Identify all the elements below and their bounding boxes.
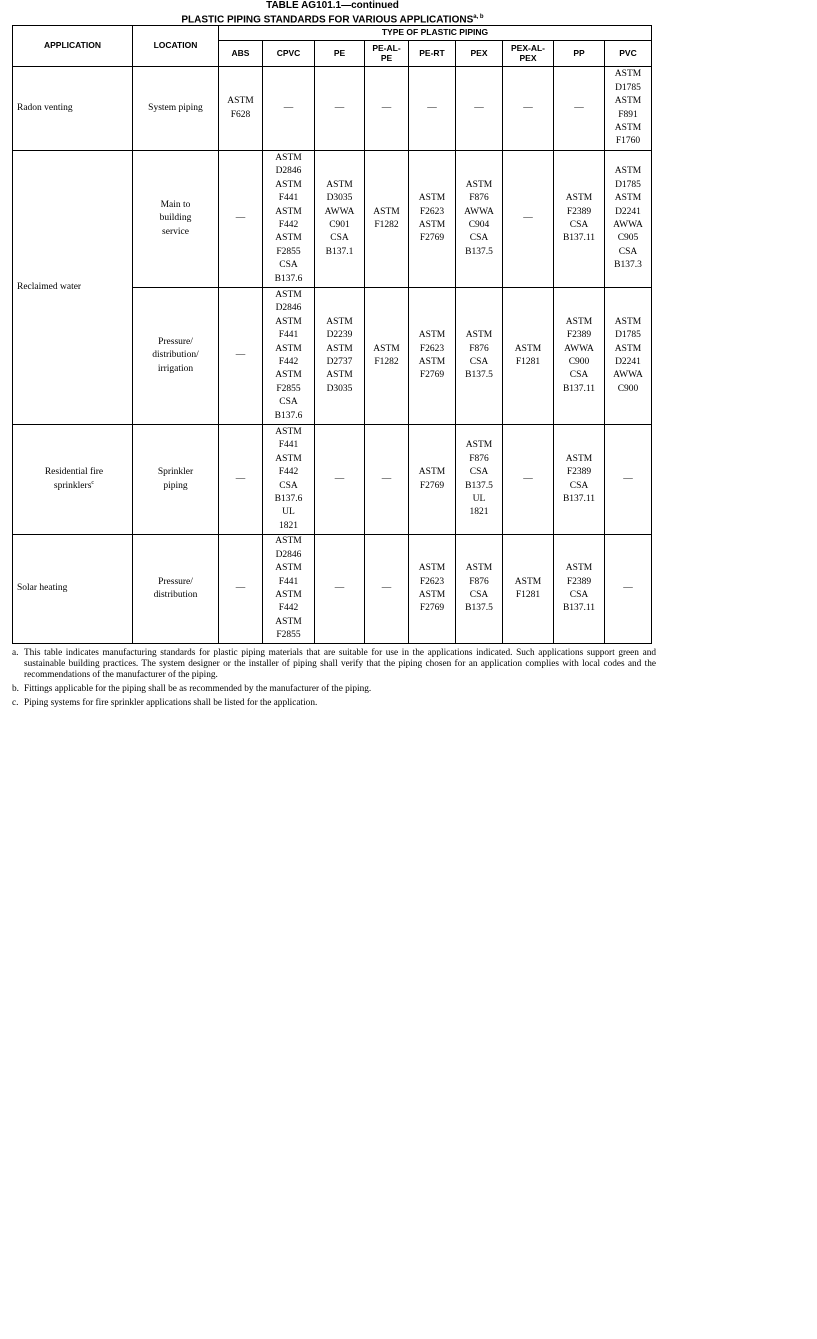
standard-text: F891 — [618, 109, 638, 120]
cell-location — [133, 535, 219, 644]
standard-text: D2846 — [275, 166, 302, 177]
text-line: PEX — [519, 52, 537, 63]
standard-text: ASTM — [614, 343, 642, 354]
standard-text: ASTM — [275, 370, 302, 381]
text-line: Pressure/ — [158, 336, 193, 347]
table-title-line1: TABLE AG101.1—continued — [266, 0, 399, 11]
cell-application — [13, 67, 133, 151]
standard-text: AWWA — [613, 220, 643, 230]
cell-pe-rt — [409, 151, 456, 288]
standard-text: D2239 — [326, 330, 353, 341]
cell-pe — [315, 288, 365, 425]
footnote-label: a. — [12, 648, 19, 658]
application-label: sprinklers$^c$ — [53, 479, 95, 491]
not-applicable-dash: — — [523, 102, 533, 113]
standard-text: D2737 — [326, 357, 353, 367]
cell-abs — [219, 535, 263, 644]
standard-text: CSA — [469, 233, 489, 244]
not-applicable-dash: — — [623, 473, 633, 484]
standard-text: F2769 — [419, 480, 445, 491]
header-col-pvc — [605, 41, 652, 67]
standard-text: F442 — [278, 467, 299, 478]
standard-text: F1281 — [515, 357, 541, 367]
standard-text: ASTM — [326, 179, 353, 190]
text-line: PEX-AL- — [511, 43, 545, 53]
standard-text: CSA — [469, 467, 489, 478]
standard-text: UL — [472, 493, 486, 504]
cell-application — [13, 535, 133, 644]
footnote-text: Piping systems for fire sprinkler applications shall be listed for the application. — [24, 697, 318, 708]
cell-cpvc — [263, 151, 315, 288]
standard-text: F2389 — [566, 206, 592, 217]
cell-pp — [554, 535, 605, 644]
cell-cpvc — [263, 535, 315, 644]
standard-text: B137.5 — [465, 370, 493, 381]
cell-location — [133, 288, 219, 425]
cell-pex-al-pex — [503, 425, 554, 535]
text-line: PVC — [619, 47, 637, 58]
standard-text: B137.11 — [562, 383, 596, 394]
application-label: Solar heating — [17, 583, 68, 594]
standard-text: ASTM — [418, 357, 446, 367]
standard-text: ASTM — [373, 206, 400, 217]
text-line: PE-AL- — [372, 43, 401, 53]
standard-text: F876 — [469, 576, 489, 587]
not-applicable-dash: — — [235, 350, 246, 361]
standard-text: D2241 — [615, 357, 641, 367]
standard-text: ASTM — [565, 563, 593, 574]
standard-text: CSA — [279, 260, 298, 271]
standard-text: ASTM — [275, 206, 302, 217]
cell-pex-al-pex — [503, 151, 554, 288]
standard-text: B137.1 — [325, 246, 354, 257]
not-applicable-dash: — — [523, 213, 533, 224]
standard-text: F1760 — [615, 136, 641, 147]
cell-cpvc — [263, 67, 315, 151]
standard-text: ASTM — [227, 96, 254, 107]
cell-pe — [315, 425, 365, 535]
standard-text: D2846 — [275, 303, 302, 314]
standard-text: F628 — [230, 109, 251, 120]
standard-text: ASTM — [565, 316, 593, 327]
standard-text: ASTM — [614, 96, 642, 107]
standard-text: ASTM — [614, 166, 642, 177]
standard-text: AWWA — [464, 206, 494, 217]
standard-text: F2623 — [419, 343, 445, 354]
not-applicable-dash: — — [283, 102, 294, 113]
text-line: distribution — [153, 590, 198, 600]
text-line: CPVC — [276, 47, 301, 58]
text-line: Main to — [160, 199, 191, 210]
standard-text: F2623 — [419, 576, 445, 587]
cell-pe — [315, 151, 365, 288]
not-applicable-dash: — — [334, 473, 345, 484]
standard-text: F442 — [278, 603, 299, 614]
standard-text: D3035 — [326, 193, 353, 204]
standard-text: F442 — [278, 357, 299, 367]
cell-abs — [219, 67, 263, 151]
standard-text: ASTM — [275, 233, 302, 244]
standard-text: ASTM — [614, 193, 642, 204]
standard-text: F2769 — [419, 233, 445, 244]
header-location: LOCATION — [133, 26, 219, 67]
cell-pex — [456, 288, 503, 425]
application-label: Residential fire — [44, 467, 104, 478]
cell-pp — [554, 288, 605, 425]
footnote-text: This table indicates manufacturing standards for plastic piping materials that are suitable for use in the applications indicated. Such applications support green and sustainable building practices. The system designer or the installer of piping shall verify that the piping chosen for an application complies with local codes and the recommendations of the manufacturer of the piping. — [24, 648, 656, 681]
cell-pex-al-pex — [503, 288, 554, 425]
cell-pe-al-pe — [365, 288, 409, 425]
standard-text: B137.6 — [274, 273, 303, 284]
header-piping-type-group: TYPE OF PLASTIC PIPING — [219, 26, 652, 41]
standard-text: ASTM — [514, 343, 542, 354]
standard-text: CSA — [569, 370, 589, 381]
standard-text: AWWA — [613, 370, 643, 381]
standard-text: ASTM — [275, 426, 302, 437]
standard-text: ASTM — [275, 152, 302, 163]
standard-text: ASTM — [614, 69, 642, 80]
standard-text: B137.6 — [274, 493, 303, 504]
not-applicable-dash: — — [381, 102, 392, 113]
standard-text: ASTM — [275, 590, 302, 600]
cell-pex — [456, 535, 503, 644]
standard-text: ASTM — [275, 563, 302, 574]
standard-text: ASTM — [373, 343, 400, 354]
cell-location — [133, 67, 219, 151]
cell-pe — [315, 67, 365, 151]
standard-text: F876 — [469, 453, 489, 464]
header-col-pe-rt — [409, 41, 456, 67]
not-applicable-dash: — — [381, 473, 392, 484]
not-applicable-dash: — — [334, 102, 345, 113]
cell-location — [133, 151, 219, 288]
table-title — [13, 1, 652, 25]
cell-pp — [554, 151, 605, 288]
table-title-line2-text: PLASTIC PIPING STANDARDS FOR VARIOUS APPLICATIONS — [181, 13, 474, 25]
table-row — [13, 151, 652, 288]
application-label: Radon venting — [17, 102, 73, 113]
standard-text: ASTM — [326, 370, 353, 381]
standard-text: F876 — [469, 343, 489, 354]
cell-pex — [456, 67, 503, 151]
footnote-mark: c — [91, 479, 95, 486]
cell-pe-rt — [409, 67, 456, 151]
text-line: irrigation — [157, 363, 194, 374]
standard-text: CSA — [469, 357, 489, 367]
cell-pvc — [605, 425, 652, 535]
text-line: Pressure/ — [158, 576, 193, 587]
header-col-pex-al-pex — [503, 41, 554, 67]
cell-pe-al-pe — [365, 151, 409, 288]
standard-text: F2769 — [419, 603, 445, 614]
header-col-cpvc — [263, 41, 315, 67]
cell-pex-al-pex — [503, 67, 554, 151]
standard-text: CSA — [279, 397, 298, 408]
standard-text: F2855 — [276, 246, 301, 257]
text-line: PP — [573, 47, 585, 58]
standard-text: D1785 — [615, 82, 641, 93]
standard-text: CSA — [330, 233, 349, 244]
standard-text: ASTM — [418, 590, 446, 600]
not-applicable-dash: — — [235, 473, 246, 484]
cell-pe-rt — [409, 425, 456, 535]
footnote-b — [12, 684, 656, 695]
table-title-footnote-marks: a, b — [473, 13, 484, 20]
standard-text: B137.11 — [562, 493, 596, 504]
standard-text: B137.5 — [465, 603, 493, 614]
standard-text: F1282 — [374, 220, 399, 230]
standard-text: F2623 — [419, 206, 445, 217]
footnote-label: b. — [12, 684, 19, 694]
standard-text: B137.11 — [562, 233, 596, 244]
standard-text: D2846 — [275, 549, 302, 560]
standard-text: F2389 — [566, 467, 592, 478]
standard-text: ASTM — [465, 179, 493, 190]
standard-text: AWWA — [564, 343, 594, 354]
standard-text: CSA — [469, 590, 489, 600]
standard-text: F2855 — [276, 383, 301, 394]
table-row — [13, 535, 652, 644]
text-line: PE — [380, 52, 393, 63]
text-line: service — [162, 226, 189, 237]
cell-pe-rt — [409, 288, 456, 425]
header-col-pe — [315, 41, 365, 67]
cell-abs — [219, 151, 263, 288]
not-applicable-dash: — — [334, 583, 345, 594]
standard-text: ASTM — [614, 316, 642, 327]
not-applicable-dash: — — [381, 583, 392, 594]
text-line: building — [159, 213, 192, 224]
standard-text: AWWA — [324, 206, 355, 217]
standard-text: ASTM — [418, 330, 446, 341]
standard-text: ASTM — [514, 576, 542, 587]
footnote-a — [12, 648, 656, 682]
header-col-pe-al-pe — [365, 41, 409, 67]
cell-cpvc — [263, 425, 315, 535]
standard-text: CSA — [569, 480, 589, 491]
standard-text: F441 — [278, 330, 299, 341]
header-application: APPLICATION — [13, 26, 133, 67]
cell-cpvc — [263, 288, 315, 425]
standard-text: ASTM — [275, 179, 302, 190]
standard-text: D3035 — [326, 383, 353, 394]
standard-text: CSA — [618, 246, 638, 257]
standard-text: F1282 — [374, 357, 399, 367]
standard-text: F2389 — [566, 576, 592, 587]
standard-text: F441 — [278, 193, 299, 204]
cell-pp — [554, 425, 605, 535]
cell-pe-al-pe — [365, 425, 409, 535]
cell-pvc — [605, 151, 652, 288]
header-col-pex — [456, 41, 503, 67]
standard-text: F876 — [469, 193, 489, 204]
standard-text: C901 — [329, 220, 350, 230]
cell-pe-al-pe — [365, 535, 409, 644]
cell-pp — [554, 67, 605, 151]
cell-pvc — [605, 535, 652, 644]
standard-text: F442 — [278, 220, 299, 230]
not-applicable-dash: — — [574, 102, 584, 113]
standard-text: ASTM — [326, 343, 353, 354]
standard-text: F2855 — [276, 630, 301, 641]
cell-abs — [219, 288, 263, 425]
text-line: distribution/ — [152, 350, 199, 361]
standard-text: ASTM — [465, 440, 493, 451]
standard-text: C900 — [617, 383, 639, 394]
standard-text: ASTM — [275, 289, 302, 300]
standard-text: B137.3 — [614, 260, 642, 271]
not-applicable-dash: — — [474, 102, 484, 113]
cell-abs — [219, 425, 263, 535]
standard-text: F441 — [278, 440, 299, 451]
standard-text: F441 — [278, 576, 299, 587]
cell-pe-al-pe — [365, 67, 409, 151]
standard-text: ASTM — [418, 467, 446, 478]
standard-text: ASTM — [565, 193, 593, 204]
text-line: piping — [163, 480, 188, 491]
standard-text: ASTM — [418, 220, 446, 230]
table-title-line2 — [13, 12, 652, 26]
standard-text: ASTM — [275, 343, 302, 354]
cell-pvc — [605, 67, 652, 151]
standard-text: F2389 — [566, 330, 592, 341]
standard-text: D2241 — [615, 206, 641, 217]
standard-text: D1785 — [615, 330, 641, 341]
cell-location — [133, 425, 219, 535]
text-line: Sprinkler — [157, 467, 194, 478]
standard-text: UL — [282, 507, 295, 518]
not-applicable-dash: — — [623, 583, 633, 594]
text-line: PE — [333, 47, 346, 58]
standard-text: D1785 — [615, 179, 641, 190]
standard-text: C904 — [468, 220, 490, 230]
standard-text: F1281 — [515, 590, 541, 600]
header-col-abs — [219, 41, 263, 67]
standard-text: 1821 — [469, 507, 489, 518]
header-col-pp — [554, 41, 605, 67]
application-label: Reclaimed water — [17, 281, 82, 292]
cell-application — [13, 151, 133, 425]
standard-text: B137.11 — [562, 603, 596, 614]
standard-text: CSA — [279, 480, 298, 491]
footnote-text: Fittings applicable for the piping shall be as recommended by the manufacturer of the piping. — [24, 684, 372, 694]
standard-text: ASTM — [275, 316, 302, 327]
footnote-c — [12, 698, 656, 709]
not-applicable-dash: — — [235, 213, 246, 224]
standard-text: ASTM — [275, 453, 302, 464]
standard-text: ASTM — [418, 193, 446, 204]
standard-text: ASTM — [326, 316, 353, 327]
text-line: PE-RT — [419, 47, 445, 58]
standard-text: ASTM — [465, 563, 493, 574]
cell-pe — [315, 535, 365, 644]
text-line: ABS — [231, 47, 250, 58]
not-applicable-dash: — — [427, 102, 437, 113]
text-line: System piping — [148, 102, 203, 113]
cell-application — [13, 425, 133, 535]
standard-text: C900 — [568, 357, 590, 367]
not-applicable-dash: — — [523, 473, 533, 484]
standard-text: B137.5 — [465, 246, 493, 257]
standard-text: C905 — [617, 233, 639, 244]
cell-pex-al-pex — [503, 535, 554, 644]
standard-text: ASTM — [418, 563, 446, 574]
plastic-piping-standards-table — [12, 25, 652, 644]
standard-text: 1821 — [279, 520, 298, 531]
standard-text: B137.6 — [274, 410, 303, 421]
cell-pvc — [605, 288, 652, 425]
text-line: PEX — [470, 47, 488, 58]
standard-text: ASTM — [614, 122, 642, 133]
cell-pex — [456, 425, 503, 535]
standard-text: ASTM — [565, 453, 593, 464]
cell-pe-rt — [409, 535, 456, 644]
standard-text: ASTM — [465, 330, 493, 341]
not-applicable-dash: — — [235, 583, 246, 594]
cell-pex — [456, 151, 503, 288]
standard-text: CSA — [569, 220, 589, 230]
standard-text: F2769 — [419, 370, 445, 381]
standard-text: B137.5 — [465, 480, 493, 491]
table-row — [13, 67, 652, 151]
table-row — [13, 425, 652, 535]
table-footnotes — [12, 648, 656, 711]
footnote-label: c. — [12, 697, 19, 708]
standard-text: CSA — [569, 590, 589, 600]
standard-text: ASTM — [275, 536, 302, 547]
standard-text: ASTM — [275, 616, 302, 627]
